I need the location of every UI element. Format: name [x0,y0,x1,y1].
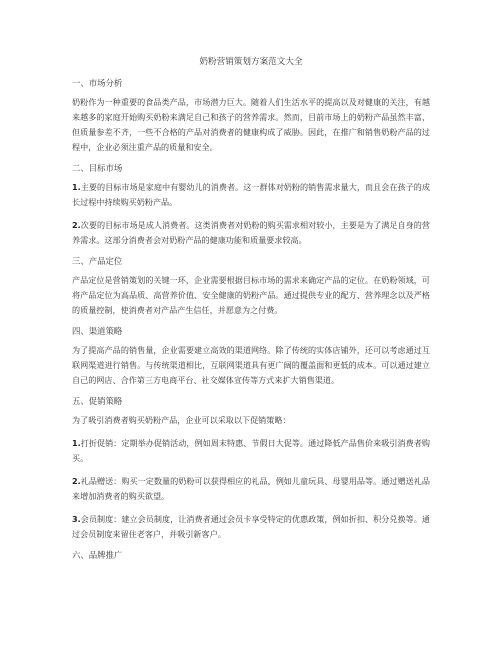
list-item [72,180,430,210]
paragraph [72,273,430,318]
paragraph-text: 奶粉作为一种重要的食品类产品，市场潜力巨大。随着人们生活水平的提高以及对健康的关注，有越来越多的家庭开始购买奶粉来满足自己和孩子的营养需求。然而，目前市场上的奶粉产品虽然丰富，但质量参差不齐，一些不合格的产品对消费者的健康构成了威胁。因此，在推广和销售奶粉产品的过程中，企业必须注重产品的质量和安全。 [72,97,430,152]
list-number: 2. [72,476,81,486]
paragraph-text: 会员制度：建立会员制度，让消费者通过会员卡享受特定的优惠政策，例如折扣、积分兑换等。通过会员制度来留住老客户，并吸引新客户。 [72,514,430,539]
section-target-market [72,163,430,248]
list-number: 3. [72,514,81,524]
paragraph-text: 为了吸引消费者购买奶粉产品，企业可以采取以下促销策略： [72,415,291,425]
list-item [72,474,430,504]
section-heading: 四、渠道策略 [72,326,123,336]
paragraph-text: 打折促销：定期举办促销活动，例如周末特惠、节假日大促等。通过降低产品售价来吸引消费者购买。 [72,438,430,463]
section-product-positioning [72,256,430,318]
section-heading: 六、品牌推广 [72,550,123,560]
paragraph-text: 次要的目标市场是成人消费者。这类消费者对奶粉的购买需求相对较小，主要是为了满足自身的营养需求。这部分消费者会对奶粉产品的健康功能和质量要求较高。 [72,220,430,245]
paragraph-text: 为了提高产品的销售量，企业需要建立高效的渠道网络。除了传统的实体店铺外，还可以考虑通过互联网渠道进行销售。与传统渠道相比，互联网渠道具有更广阔的覆盖面和更低的成本。可以通过建立自己的网店、合作第三方电商平台、社交媒体宣传等方式来扩大销售渠道。 [72,345,430,385]
paragraph [72,343,430,388]
section-channel-strategy [72,326,430,388]
section-promotion-strategy [72,396,430,542]
paragraph [72,413,430,428]
document-title: 奶粉营销策划方案范文大全 [199,57,303,67]
list-number: 1. [72,182,81,192]
section-brand-promotion [72,550,430,561]
list-item [72,436,430,466]
list-number: 1. [72,438,81,448]
section-heading: 二、目标市场 [72,163,123,173]
section-heading: 五、促销策略 [72,396,123,406]
list-item [72,512,430,542]
list-number: 2. [72,220,81,230]
section-heading: 三、产品定位 [72,256,123,266]
list-item [72,218,430,248]
section-heading: 一、市场分析 [72,78,123,88]
paragraph [72,95,430,155]
paragraph-text: 礼品赠送：购买一定数量的奶粉可以获得相应的礼品，例如儿童玩具、母婴用品等。通过赠送礼品来增加消费者的购买欲望。 [72,476,430,501]
paragraph-text: 产品定位是营销策划的关键一环，企业需要根据目标市场的需求来确定产品的定位。在奶粉领域，可将产品定位为高品质、高营养价值、安全健康的奶粉产品。通过提供专业的配方、营养理念以及严格的质量控制，使消费者对产品产生信任，并愿意为之付费。 [72,275,430,315]
section-market-analysis [72,78,430,155]
paragraph-text: 主要的目标市场是家庭中有婴幼儿的消费者。这一群体对奶粉的销售需求量大，而且会在孩子的成长过程中持续购买奶粉产品。 [72,182,430,207]
